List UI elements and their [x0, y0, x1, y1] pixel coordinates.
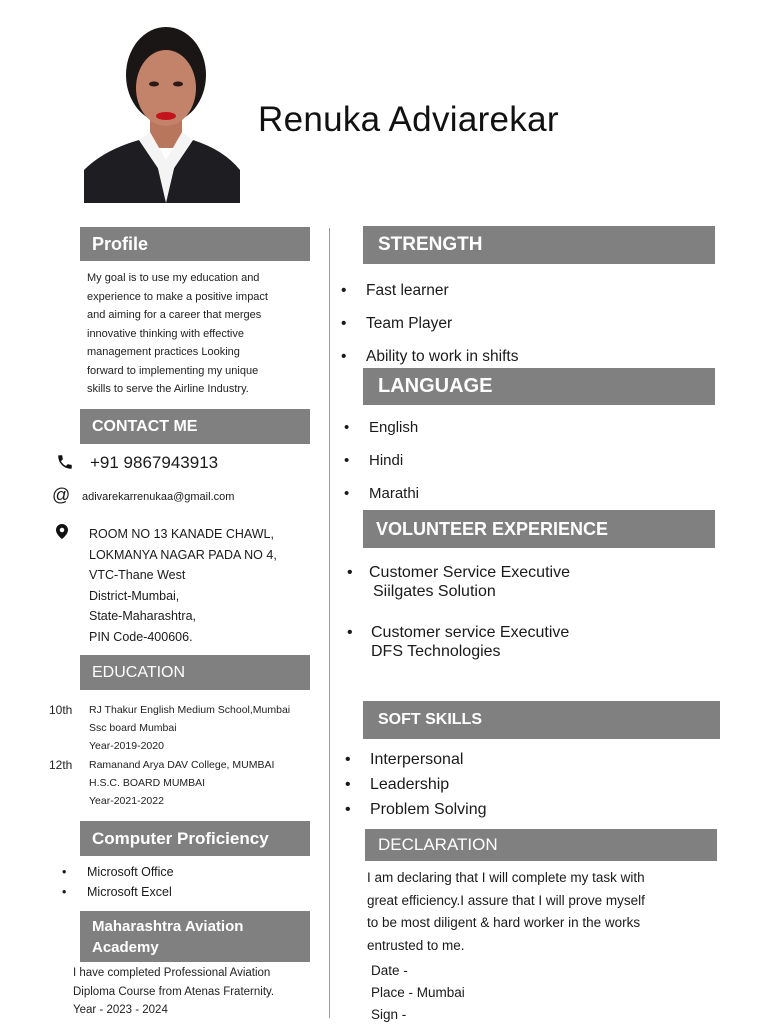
soft-skills-header [363, 701, 720, 739]
profile-header [80, 227, 310, 261]
profile-text [87, 269, 327, 399]
profile-photo [84, 20, 240, 203]
education-level: 12th [49, 758, 73, 772]
volunteer-title: Customer service Executive [371, 624, 570, 641]
address-line: District-Mumbai, [89, 588, 180, 603]
list-item [345, 772, 487, 797]
academy-line: Year - 2023 - 2024 [73, 1004, 168, 1016]
list-item [344, 444, 419, 477]
list-item [62, 883, 174, 903]
list-item [344, 477, 420, 510]
bullet: • [344, 452, 350, 469]
address-block [89, 524, 277, 647]
volunteer-org: DFS Technologies [371, 643, 501, 660]
phone-number[interactable]: +91 9867943913 [90, 453, 219, 472]
contact-header [80, 409, 310, 444]
bullet: • [344, 419, 350, 436]
bullet: • [345, 751, 351, 768]
declaration-date: Date - [371, 963, 408, 978]
address-line: State-Maharashtra, [89, 609, 196, 623]
candidate-name: Renuka Adviarekar [258, 100, 559, 139]
profile-line: management practices Looking [87, 346, 240, 358]
bullet: • [345, 801, 351, 818]
list-item-label: Problem Solving [370, 801, 487, 818]
phone-row [56, 453, 218, 476]
declaration-line: to be most diligent & hard worker in the works [367, 915, 641, 930]
language-list [344, 411, 420, 510]
language-header-label: LANGUAGE [378, 375, 493, 397]
list-item-label: Fast learner [366, 282, 449, 299]
education-line: Ramanand Arya DAV College, MUMBAI [89, 759, 275, 771]
list-item-label: Interpersonal [370, 751, 464, 768]
list-item [345, 797, 487, 822]
education-line: Year-2021-2022 [89, 795, 164, 807]
bullet: • [62, 884, 67, 899]
address-row [56, 524, 277, 647]
academy-line: Diploma Course from Atenas Fraternity. [73, 985, 275, 998]
soft-skills-header-label: SOFT SKILLS [378, 711, 482, 728]
education-level: 10th [49, 703, 73, 717]
profile-line: My goal is to use my education and [87, 272, 260, 284]
soft-skills-list [345, 747, 487, 822]
academy-text [73, 964, 329, 1020]
bullet: • [341, 315, 347, 332]
portrait-image [84, 20, 240, 203]
profile-line: skills to serve the Airline Industry. [87, 383, 249, 395]
email-row [52, 487, 234, 507]
bullet: • [341, 282, 347, 299]
list-item-label: Leadership [370, 776, 450, 793]
bullet: • [344, 485, 350, 502]
bullet: • [341, 348, 347, 365]
address-line: VTC-Thane West [89, 568, 186, 582]
profile-line: experience to make a positive impact [87, 290, 268, 303]
education-line: Year-2019-2020 [89, 740, 164, 752]
column-divider [329, 228, 330, 1018]
declaration-line: entrusted to me. [367, 937, 465, 953]
computer-skills-list [62, 863, 174, 902]
bullet: • [347, 564, 353, 581]
declaration-sign: Sign - [371, 1007, 407, 1022]
list-item [345, 747, 487, 772]
phone-icon [56, 453, 90, 476]
list-item-label: Team Player [366, 315, 453, 332]
list-item [62, 863, 174, 883]
academy-header [80, 911, 310, 962]
bullet: • [347, 624, 353, 641]
profile-header-label: Profile [92, 233, 149, 254]
volunteer-entry [347, 563, 570, 601]
list-item-label: Microsoft Office [87, 865, 174, 879]
volunteer-header [363, 510, 715, 548]
declaration-signoff [371, 960, 465, 1026]
contact-header-label: CONTACT ME [92, 417, 198, 435]
declaration-text [367, 867, 747, 957]
declaration-header [365, 829, 717, 861]
education-entry-10th [49, 701, 329, 755]
education-entry-12th [49, 756, 329, 810]
computer-proficiency-label: Computer Proficiency [92, 828, 269, 848]
education-header-label: EDUCATION [92, 663, 186, 681]
volunteer-title: Customer Service Executive [369, 564, 570, 581]
education-line: H.S.C. BOARD MUMBAI [89, 777, 206, 789]
profile-line: and aiming for a career that merges [87, 309, 262, 321]
computer-proficiency-header [80, 821, 310, 856]
declaration-line: I am declaring that I will complete my task with [367, 870, 645, 885]
declaration-header-label: DECLARATION [378, 835, 498, 854]
address-line: PIN Code-400606. [89, 629, 193, 644]
location-pin-icon [56, 524, 89, 542]
education-line: RJ Thakur English Medium School,Mumbai [89, 704, 291, 716]
declaration-line: great efficiency.I assure that I will prove myself [367, 892, 645, 908]
bullet: • [345, 776, 351, 793]
strength-header-label: STRENGTH [378, 234, 483, 255]
address-line: LOKMANYA NAGAR PADA NO 4, [89, 547, 277, 562]
profile-line: innovative thinking with effective [87, 327, 244, 340]
academy-header-line: Academy [92, 939, 159, 956]
volunteer-org: Siilgates Solution [373, 583, 496, 600]
list-item-label: Hindi [369, 452, 404, 469]
email-address[interactable]: adivarekarrenukaa@gmail.com [82, 491, 235, 503]
strength-header [363, 226, 715, 264]
list-item-label: Ability to work in shifts [366, 348, 519, 365]
volunteer-entry [347, 623, 570, 661]
academy-header-line: Maharashtra Aviation [92, 918, 244, 935]
volunteer-header-label: VOLUNTEER EXPERIENCE [376, 518, 609, 539]
academy-line: I have completed Professional Aviation [73, 967, 271, 979]
at-icon: @ [52, 485, 71, 505]
address-line: ROOM NO 13 KANADE CHAWL, [89, 527, 274, 541]
language-header [363, 368, 715, 405]
list-item-label: English [369, 419, 419, 436]
list-item-label: Microsoft Excel [87, 884, 172, 899]
strength-list [341, 274, 519, 373]
profile-line: forward to implementing my unique [87, 364, 259, 377]
list-item [344, 411, 419, 444]
education-line: Ssc board Mumbai [89, 722, 177, 734]
education-header [80, 655, 310, 690]
list-item-label: Marathi [369, 485, 420, 502]
bullet: • [62, 865, 67, 879]
declaration-place: Place - Mumbai [371, 985, 465, 1000]
list-item [341, 274, 518, 307]
list-item [341, 307, 518, 340]
